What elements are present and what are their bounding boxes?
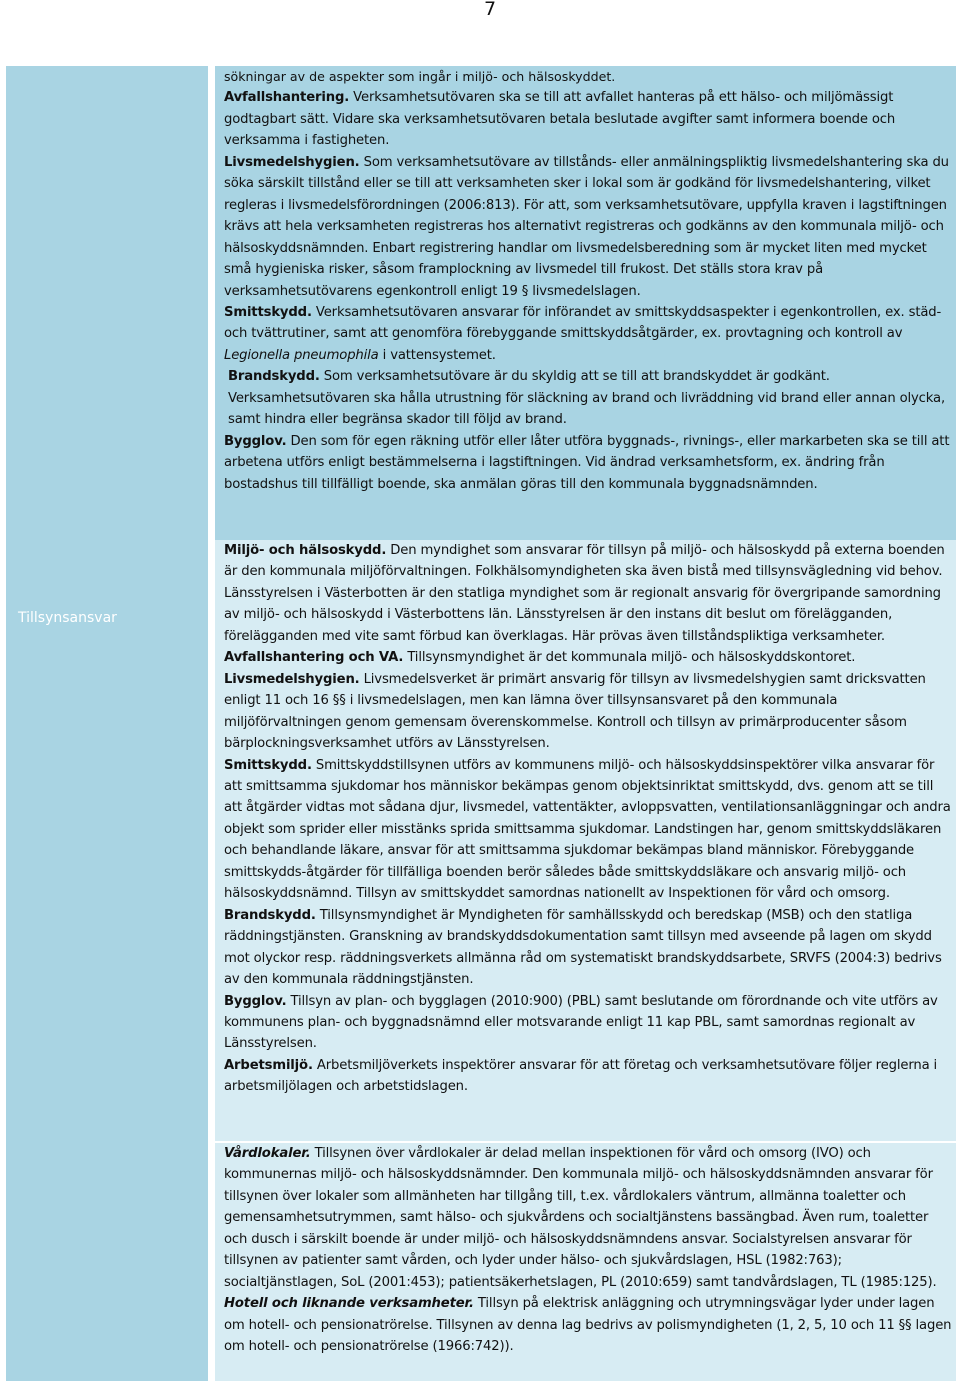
paragraph-bygglov [224,431,952,495]
heading-miljo: Miljö- och hälsoskydd. [224,543,387,558]
paragraph-avfallshantering [224,87,952,151]
heading-smittskydd: Smittskydd. [224,304,312,320]
paragraph-livsmedel-tillsyn [224,669,952,755]
paragraph-smittskydd [224,302,952,366]
text-smittskydd-end: i vattensystemet. [382,347,496,363]
italic-legionella: Legionella pneumophila [224,347,379,363]
text-miljo: Den myndighet som ansvarar för tillsyn på miljö- och hälsoskydd på externa boenden är den kommunala miljöförvaltningen. Folkhälsomyndigheten ska även bistå med tillsynsvägledning vid behov. Länsstyrelsen i Västerbotten är den statliga myndighet som är regionalt ansvarig för övergripande samordning av miljö- och hälsoskydd i Västerbottens län. Länsstyrelsen är den instans dit beslut om förelägganden, förelägganden med vite samt förbud kan överklagas. Här prövas även tillståndspliktiga verksamheter. [224,543,945,644]
text-bygglov-tillsyn: Tillsyn av plan- och bygglagen (2010:900) (PBL) samt beslutande om förordnande och vite utförs av kommunens plan- och byggnadsnämnd eller motsvarande enligt 11 kap PBL, samt samordnas regionalt av Länsstyrelsen. [224,993,938,1052]
heading-bygglov: Bygglov. [224,433,287,449]
text-hotell: Tillsyn på elektrisk anläggning och utrymningsvägar lyder under lagen om hotell- och pensionatrörelse. Tillsynen av denna lag bedrivs av polismyndigheten (1, 2, 5, 10 och 11 §§ lagen om hotell- och pensionatrörelse (1966:742)). [224,1296,952,1355]
text-brandskydd: Som verksamhetsutövare är du skyldig att se till att brandskyddet är godkänt. Verksamhetsutövaren ska hålla utrustning för släckning av brand och livräddning vid brand eller annan olycka, samt hindra eller begränsa skador till följd av brand. [228,369,946,428]
paragraph-brandskydd-tillsyn [224,905,952,991]
text-livsmedel-tillsyn: Livsmedelsverket är primärt ansvarig för tillsyn av livsmedelshygien samt dricksvatten enligt 11 och 16 §§ i livsmedelslagen, men kan lämna över tillsynsansvaret på den kommunala miljöförvaltningen genom gemensam överenskommelse. Kontroll och tillsyn av primärproducenter såsom bärplockningsverksamhet utförs av Länsstyrelsen. [224,671,926,752]
intro-text: sökningar av de aspekter som ingår i miljö- och hälsoskyddet. [224,69,616,84]
text-smittskydd-tillsyn: Smittskyddstillsynen utförs av kommunens miljö- och hälsoskyddsinspektörer vilka ansvarar för att smittsamma sjukdomar hos människor bekämpas genom objektsinriktat smittskydd, dvs. genom att se till att åtgärder vidtas mot sådana djur, livsmedel, vattentäkter, avloppsvatten, ventilationsanläggningar och andra objekt som sprider eller misstänks sprida smittsamma sjukdomar. Landstingen har, genom smittskyddsläkaren och behandlande läkare, ansvar för att smittsamma sjukdomar bekämpas bland människor. Förebyggande smittskydds-åtgärder för tillfälliga boenden berör således både smittskyddsläkare och ansvarig miljö- och hälsoskyddsnämnd. Tillsyn av smittskyddet samordnas nationellt av Inspektionen för vård och omsorg. [224,757,951,902]
text-avfall-va: Tillsynsmyndighet är det kommunala miljö- och hälsoskyddskontoret. [407,650,856,666]
heading-livsmedel-tillsyn: Livsmedelshygien. [224,671,360,687]
text-bygglov: Den som för egen räkning utför eller låter utföra byggnads-, rivnings-, eller markarbeten ska se till att arbetena utförs enligt bestämmelserna i lagstiftningen. Vid ändrad verksamhetsform, ex. ändring från bostadshus till tillfälligt boende, ska anmälan göras till den kommunala byggnadsnämnden. [224,433,950,492]
paragraph-hotell [224,1293,952,1357]
row-label-cell [6,66,208,1381]
heading-bygglov-tillsyn: Bygglov. [224,993,287,1009]
paragraph-livsmedelshygien [224,152,952,302]
text-vardlokaler: Tillsynen över vårdlokaler är delad mellan inspektionen för vård och omsorg (IVO) och kommunernas miljö- och hälsoskyddsnämnder. Den kommunala miljö- och hälsoskyddsnämnden ansvarar för tillsynen över lokaler som allmänheten har tillgång till, t.ex. vårdlokalers väntrum, allmänna toaletter och gemensamhetsutrymmen, samt hälso- och sjukvårdens och socialtjänstens bassängbad. Även rum, toaletter och dusch i särskilt boende är under miljö- och hälsoskyddsnämndens ansvar. Socialstyrelsen ansvarar för tillsynen av patienter samt vården, och lyder under hälso- och sjukvårdslagen, HSL (1982:763); socialtjänstlagen, SoL (2001:453); patientsäkerhetslagen, PL (2010:659) samt tandvårdslagen, TL (1985:125). [224,1146,937,1290]
section-supervision [215,540,956,1141]
heading-arbetsmiljo: Arbetsmiljö. [224,1057,313,1073]
heading-brandskydd-tillsyn: Brandskydd. [224,907,316,923]
heading-brandskydd: Brandskydd. [228,369,320,385]
heading-vardlokaler: Vårdlokaler. [224,1146,311,1161]
text-arbetsmiljo: Arbetsmiljöverkets inspektörer ansvarar för att företag och verksamhetsutövare följer reglerna i arbetsmiljölagen och arbetstidslagen. [224,1057,938,1095]
heading-avfallshantering: Avfallshantering. [224,90,350,106]
paragraph-smittskydd-tillsyn [224,755,952,905]
row-label: Tillsynsansvar [18,610,117,626]
section-special-premises [215,1143,956,1381]
paragraph-arbetsmiljo [224,1055,952,1098]
paragraph-vardlokaler [224,1143,952,1293]
heading-avfall-va: Avfallshantering och VA. [224,650,404,666]
heading-smittskydd-tillsyn: Smittskydd. [224,757,312,773]
heading-hotell: Hotell och liknande verksamheter. [224,1296,474,1312]
page-number: 7 [484,0,497,20]
text-livsmedelshygien: Som verksamhetsutövare av tillstånds- eller anmälningspliktig livsmedelshantering ska du söka särskilt tillstånd eller se till att verksamheten sker i lokal som är godkänd för livsmedelshantering, vilket regleras i livsmedelsförordningen (2006:813). För att, som verksamhetsutövare, uppfylla kraven i lagstiftningen krävs att hela verksamheten registreras hos alternativt registreras och godkänns av den kommunala miljö- och hälsoskyddsnämnden. Enbart registrering handlar om livsmedelsberedning som är mycket liten med mycket små hygieniska risker, såsom framplockning av livsmedel till frukost. Det ställs stora krav på verksamhetsutövarens egenkontroll enligt 19 § livsmedelslagen. [224,154,949,299]
paragraph-avfall-va [224,647,952,668]
heading-livsmedelshygien: Livsmedelshygien. [224,154,360,170]
paragraph-miljo [224,540,952,647]
text-avfallshantering: Verksamhetsutövaren ska se till att avfallet hanteras på ett hälso- och miljömässigt godtagbart sätt. Vidare ska verksamhetsutövaren betala beslutade avgifter samt informera boende och verksamma i fastigheten. [224,90,896,149]
section-responsibilities [215,66,956,540]
text-brandskydd-tillsyn: Tillsynsmyndighet är Myndigheten för samhällsskydd och beredskap (MSB) och den statliga räddningstjänsten. Granskning av brandskyddsdokumentation samt tillsyn med avseende på lagen om skydd mot olyckor resp. räddningsverkets allmänna råd om systematiskt brandskyddsarbete, SRVFS (2004:3) bedrivs av den kommunala räddningstjänsten. [224,907,942,988]
paragraph-bygglov-tillsyn [224,991,952,1055]
text-smittskydd: Verksamhetsutövaren ansvarar för införandet av smittskyddsaspekter i egenkontrollen, ex. städ- och tvättrutiner, samt att genomföra förebyggande smittskyddsåtgärder, ex. provtagning och kontroll av [224,304,942,342]
paragraph-brandskydd [224,366,952,430]
